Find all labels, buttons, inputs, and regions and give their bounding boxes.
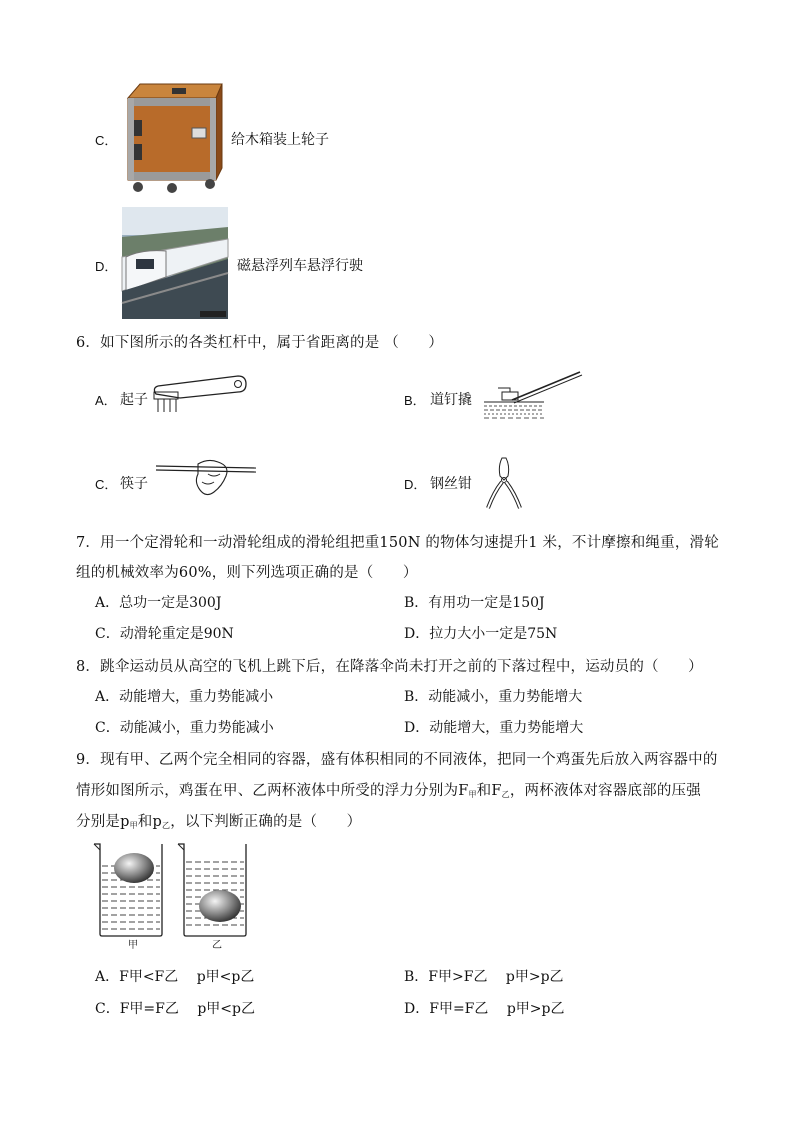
q9-stem-line3: 分别是$p_甲$和$p_乙$，以下判断正确的是（ ） xyxy=(76,814,362,830)
q7-option-b: B．有用功一定是150J xyxy=(404,595,545,611)
q5-option-c-letter: C． xyxy=(95,133,118,148)
q6-option-c-letter: C． xyxy=(95,477,118,492)
q7-option-a: A．总功一定是300J xyxy=(95,595,222,611)
q6-option-d-text: 钢丝钳 xyxy=(430,476,472,492)
q9-option-d: D．F甲=F乙 p甲>p乙 xyxy=(404,1001,565,1017)
q6-option-a-letter: A． xyxy=(95,393,117,408)
q5-option-c-text: 给木箱装上轮子 xyxy=(231,132,329,148)
wooden-box-image xyxy=(122,80,222,198)
q6-stem: 6．如下图所示的各类杠杆中，属于省距离的是 （ ） xyxy=(76,335,444,351)
maglev-train-image xyxy=(122,207,228,319)
q6-option-b-letter: B． xyxy=(404,393,426,408)
q9-option-a: A．F甲<F乙 p甲<p乙 xyxy=(95,969,255,985)
chopsticks-image xyxy=(152,456,260,500)
q5-option-d-letter: D． xyxy=(95,259,118,274)
beaker-left-label: 甲 xyxy=(128,940,138,951)
q7-stem-line2: 组的机械效率为60%，则下列选项正确的是（ ） xyxy=(76,565,418,581)
q6-option-d-letter: D． xyxy=(404,477,427,492)
q8-option-a: A．动能增大，重力势能减小 xyxy=(95,689,274,705)
q7-stem-line1: 7．用一个定滑轮和一动滑轮组成的滑轮组把重150N 的物体匀速提升1 米，不计摩擦和绳重，滑轮 xyxy=(76,535,719,551)
q7-option-c: C．动滑轮重定是90N xyxy=(95,626,234,642)
q9-option-c: C．F甲=F乙 p甲<p乙 xyxy=(95,1001,255,1017)
q9-stem-line2: 情形如图所示，鸡蛋在甲、乙两杯液体中所受的浮力分别为$F_甲$和$F_乙$，两杯液体对容器底部的压强 xyxy=(76,783,701,799)
bottle-opener-image xyxy=(150,372,250,414)
beaker-right-label: 乙 xyxy=(212,940,222,951)
q6-option-c-text: 筷子 xyxy=(120,476,148,492)
q7-option-d: D．拉力大小一定是75N xyxy=(404,626,558,642)
q8-option-b: B．动能减小，重力势能增大 xyxy=(404,689,583,705)
beakers-figure xyxy=(92,840,262,950)
q8-option-c: C．动能减小，重力势能减小 xyxy=(95,720,274,736)
pliers-image xyxy=(484,456,524,510)
q6-option-a-text: 起子 xyxy=(120,392,148,408)
q9-option-b: B．F甲>F乙 p甲>p乙 xyxy=(404,969,564,985)
q6-option-b-text: 道钉撬 xyxy=(430,392,472,408)
q8-stem: 8．跳伞运动员从高空的飞机上跳下后，在降落伞尚未打开之前的下落过程中，运动员的（ ） xyxy=(76,659,703,675)
q9-stem-line1: 9．现有甲、乙两个完全相同的容器，盛有体积相同的不同液体，把同一个鸡蛋先后放入两容器中的 xyxy=(76,752,718,768)
q5-option-d-text: 磁悬浮列车悬浮行驶 xyxy=(237,258,363,274)
q8-option-d: D．动能增大，重力势能增大 xyxy=(404,720,584,736)
spike-puller-image xyxy=(484,370,584,422)
